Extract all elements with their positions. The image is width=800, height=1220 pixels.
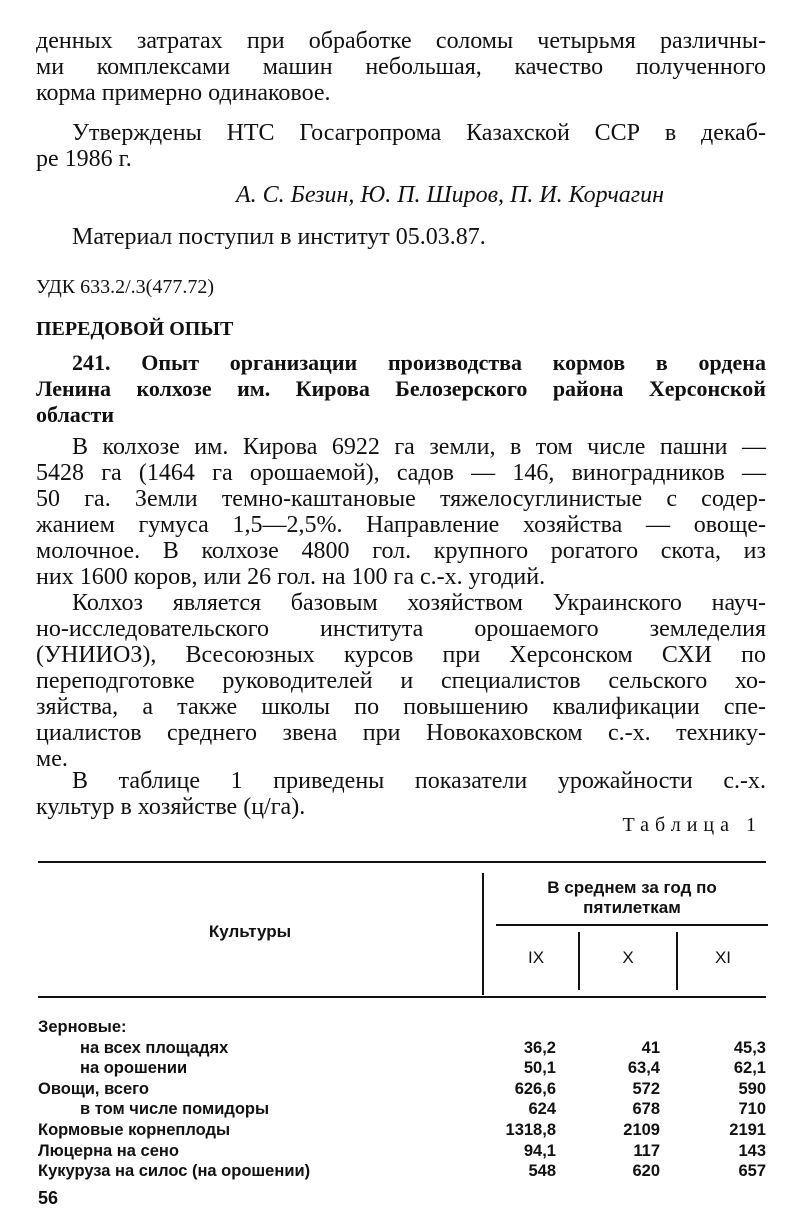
paragraph-line: В колхозе им. Кирова 6922 га земли, в том числе пашни — <box>72 434 766 460</box>
table-group-rule <box>496 924 768 926</box>
paragraph-line: но-исследовательского института орошаемого земледелия <box>36 616 766 642</box>
table-header-rule <box>38 996 766 998</box>
paragraph-line: культур в хозяйстве (ц/га). <box>36 794 306 820</box>
crop-name: Люцерна на сено <box>38 1141 179 1160</box>
table-top-rule <box>38 861 766 863</box>
crop-name: Кукуруза на силос (на орошении) <box>38 1162 311 1181</box>
yield-value: 624 <box>528 1100 556 1119</box>
crop-name: Овощи, всего <box>38 1079 149 1098</box>
table-row <box>38 1120 778 1141</box>
table-row <box>38 1079 778 1100</box>
table-header-crops: Культуры <box>208 922 292 941</box>
yield-value: 2191 <box>729 1121 766 1139</box>
paragraph-line: 50 га. Земли темно-каштановые тяжелосуглинистые с содер- <box>36 486 766 512</box>
yield-value: 50,1 <box>523 1059 556 1078</box>
crop-name: Зерновые: <box>38 1018 127 1036</box>
yield-value: 710 <box>738 1100 766 1119</box>
yield-value: 657 <box>738 1162 766 1181</box>
text-line: корма примерно одинаковое. <box>36 80 331 106</box>
table-title: Таблица 1 <box>622 814 762 836</box>
page-number: 56 <box>38 1188 59 1208</box>
paragraph-line: 5428 га (1464 га орошаемой), садов — 146, виноградников — <box>36 460 766 486</box>
crop-name: на орошении <box>80 1059 188 1078</box>
yield-value: 63,4 <box>627 1059 660 1078</box>
table-header-period: X <box>622 948 634 967</box>
paragraph-line: переподготовке руководителей и специалистов сельского хо- <box>36 668 766 694</box>
paragraph-line: (УНИИОЗ), Всесоюзных курсов при Херсонском СХИ по <box>36 642 766 668</box>
table-row <box>38 1161 778 1182</box>
paragraph-line: В таблице 1 приведены показатели урожайности с.-х. <box>72 768 766 794</box>
table-header-group: пятилеткам <box>583 898 681 917</box>
text-line: ми комплексами машин небольшая, качество полученного <box>36 54 766 80</box>
table-vertical-rule <box>482 873 484 995</box>
table-row <box>38 1099 778 1120</box>
paragraph-line: них 1600 коров, или 26 гол. на 100 га с.-х. угодий. <box>36 564 546 590</box>
paragraph-line: молочное. В колхозе 4800 гол. крупного рогатого скота, из <box>36 538 766 564</box>
table-row <box>38 1017 778 1038</box>
yield-value: 117 <box>633 1141 660 1160</box>
paragraph-line: жанием гумуса 1,5—2,5%. Направление хозяйства — овоще- <box>36 512 766 538</box>
crop-name: Кормовые корнеплоды <box>38 1121 231 1139</box>
article-title-line: Ленина колхозе им. Кирова Белозерского района Херсонской <box>36 376 766 401</box>
section-heading: ПЕРЕДОВОЙ ОПЫТ <box>36 318 234 340</box>
yield-value: 143 <box>738 1141 766 1160</box>
paragraph-line: ме. <box>36 746 68 772</box>
crop-name: на всех площадях <box>80 1038 229 1057</box>
table-header-group: В среднем за год по <box>547 878 717 897</box>
yield-value: 678 <box>632 1100 660 1119</box>
approval-line: ре 1986 г. <box>36 146 132 172</box>
table-header-period: IX <box>527 948 545 967</box>
yield-value: 572 <box>632 1079 660 1098</box>
yield-value: 626,6 <box>514 1079 556 1098</box>
article-title-line: 241. Опыт организации производства кормов в ордена <box>72 350 766 375</box>
crop-name: в том числе помидоры <box>80 1100 270 1119</box>
yield-value: 41 <box>641 1038 660 1057</box>
yield-value: 62,1 <box>733 1059 766 1078</box>
table-row <box>38 1058 778 1079</box>
yield-value: 94,1 <box>523 1141 556 1160</box>
table-row <box>38 1038 778 1059</box>
udk-code: УДК 633.2/.3(477.72) <box>36 276 214 298</box>
table-row <box>38 1141 778 1162</box>
yield-value: 36,2 <box>523 1038 556 1057</box>
approval-line: Утверждены НТС Госагропрома Казахской ССР в декаб- <box>72 120 766 146</box>
yield-value: 590 <box>738 1079 766 1098</box>
yield-value: 548 <box>528 1162 556 1181</box>
authors: А. С. Безин, Ю. П. Широв, П. И. Корчагин <box>236 182 665 208</box>
yield-value: 45,3 <box>733 1038 766 1057</box>
yield-value: 620 <box>632 1162 660 1181</box>
paragraph-line: зяйства, а также школы по повышению квалификации спе- <box>36 694 766 720</box>
yield-value: 1318,8 <box>505 1121 556 1139</box>
text-line: денных затратах при обработке соломы четырьмя различны- <box>36 28 766 54</box>
yield-value: 2109 <box>623 1121 660 1139</box>
article-title-line: области <box>36 402 115 427</box>
received-note: Материал поступил в институт 05.03.87. <box>72 224 486 250</box>
table-header-period: XI <box>714 948 732 967</box>
paragraph-line: Колхоз является базовым хозяйством Украинского науч- <box>72 590 766 616</box>
paragraph-line: циалистов среднего звена при Новокаховском с.-х. технику- <box>36 720 766 746</box>
